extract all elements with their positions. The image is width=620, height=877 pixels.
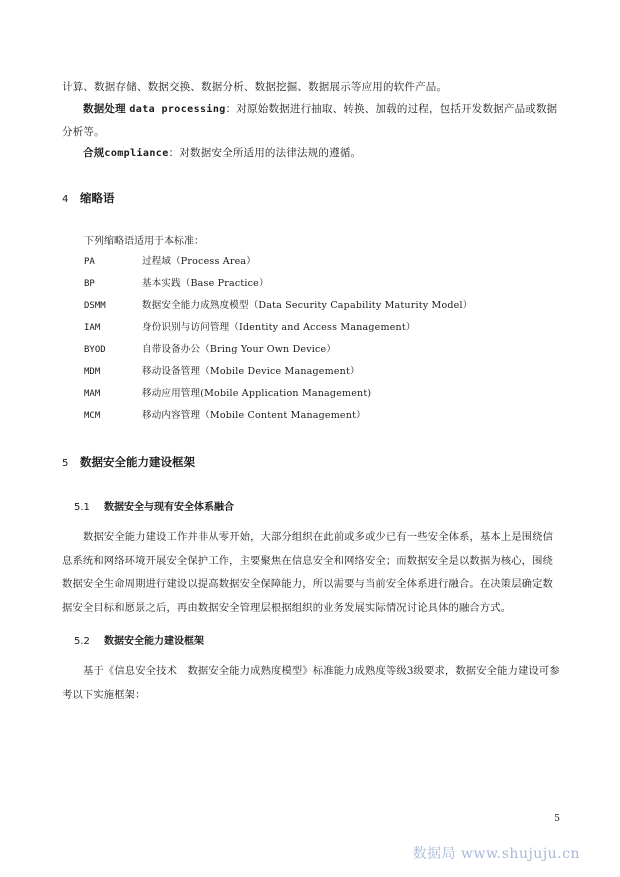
abbreviation-item xyxy=(84,298,472,320)
abbreviation-description: 数据安全能力成熟度模型（Data Security Capability Maturity Model） xyxy=(142,300,473,311)
section-4-title: 缩略语 xyxy=(80,191,115,205)
section-5-2-title: 数据安全能力建设框架 xyxy=(104,636,204,647)
abbreviation-item xyxy=(84,320,472,342)
abbreviations-intro: 下列缩略语适用于本标准： xyxy=(84,236,204,247)
abbreviation-code: IAM xyxy=(84,323,101,333)
section-5-number: 5 xyxy=(62,458,69,469)
abbreviation-description: 身份识别与访问管理（Identity and Access Management） xyxy=(142,322,416,333)
abbreviation-item xyxy=(84,408,472,430)
section-5-2-number: 5.2 xyxy=(74,636,90,647)
section-5-title: 数据安全能力建设框架 xyxy=(80,455,195,469)
definition-compliance xyxy=(62,142,562,165)
page-number: 5 xyxy=(554,814,560,824)
section-5-2-paragraph: 基于《信息安全技术 数据安全能力成熟度模型》标准能力成熟度等级3级要求，数据安全能力建设可参考以下实施框架： xyxy=(62,665,560,701)
abbreviation-description: 过程域（Process Area） xyxy=(142,256,256,267)
definition-data-processing xyxy=(62,98,562,143)
abbreviation-code: DSMM xyxy=(84,301,106,311)
abbreviation-description: 移动应用管理(Mobile Application Management) xyxy=(142,388,372,399)
definition-data-processing-text: ：对原始数据进行抽取、转换、加载的过程，包括开发数据产品或数据分析等。 xyxy=(62,103,558,138)
abbreviation-item xyxy=(84,386,472,408)
abbreviations-list xyxy=(84,254,472,430)
definition-compliance-text: ：对数据安全所适用的法律法规的遵循。 xyxy=(168,147,362,159)
definition-continuation: 计算、数据存储、数据交换、数据分析、数据挖掘、数据展示等应用的软件产品。 xyxy=(62,81,448,93)
term-data-processing-cn: 数据处理 xyxy=(83,103,126,115)
section-5-1-heading xyxy=(74,498,234,513)
section-4-number: 4 xyxy=(62,194,69,205)
term-compliance-en: compliance xyxy=(104,148,169,159)
site-watermark: 数据局 www.shujuju.cn xyxy=(412,846,580,862)
abbreviation-description: 移动设备管理（Mobile Device Management） xyxy=(142,366,360,377)
abbreviation-code: BYOD xyxy=(84,345,106,355)
abbreviation-description: 移动内容管理（Mobile Content Management） xyxy=(142,410,366,421)
section-4-heading xyxy=(62,190,115,206)
abbreviation-item xyxy=(84,276,472,298)
abbreviation-code: MCM xyxy=(84,411,101,421)
abbreviation-code: MAM xyxy=(84,389,101,399)
term-data-processing-en: data processing xyxy=(129,104,226,115)
abbreviation-item xyxy=(84,254,472,276)
section-5-1-number: 5.1 xyxy=(74,502,90,513)
abbreviation-code: PA xyxy=(84,257,95,267)
abbreviation-code: BP xyxy=(84,279,95,289)
term-compliance-cn: 合规 xyxy=(83,147,105,159)
abbreviation-description: 自带设备办公（Bring Your Own Device） xyxy=(142,344,337,355)
section-5-1-title: 数据安全与现有安全体系融合 xyxy=(104,502,234,513)
abbreviation-item xyxy=(84,342,472,364)
abbreviation-description: 基本实践（Base Practice） xyxy=(142,278,269,289)
abbreviation-item xyxy=(84,364,472,386)
abbreviation-code: MDM xyxy=(84,367,101,377)
section-5-1-paragraph: 数据安全能力建设工作并非从零开始，大部分组织在此前或多或少已有一些安全体系，基本上是围绕信息系统和网络环境开展安全保护工作，主要聚焦在信息安全和网络安全；而数据安全是以数据为核心，围绕数据安全生命周期进行建设以提高数据安全保障能力，所以需要与当前安全体系进行融合。在决策层确定数据安全目标和愿景之后，再由数据安全管理层根据组织的业务发展实际情况讨论具体的融合方式。 xyxy=(62,531,554,614)
section-5-2-heading xyxy=(74,632,204,647)
section-5-heading xyxy=(62,454,195,470)
